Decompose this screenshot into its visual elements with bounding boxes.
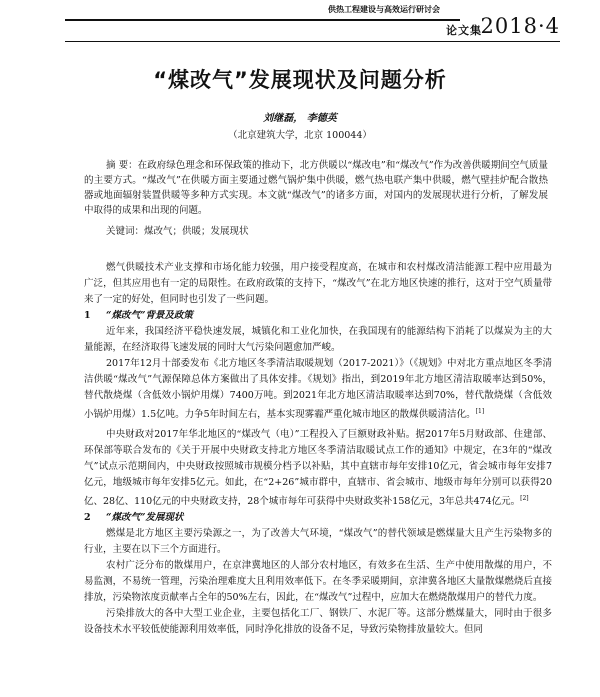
paper-title: “煤改气”发展现状及问题分析: [153, 68, 447, 92]
paper-authors: 刘继磊， 李德英: [263, 113, 337, 124]
section-2-heading: [84, 510, 552, 526]
section-2-paragraph-1: 燃煤是北方地区主要污染源之一，为了改善大气环境，“煤改气”的替代领域是燃煤量大且产生污染物多的行业，主要在以下三个方面进行。: [84, 528, 552, 556]
intro-paragraph: 燃气供暖技术产业支撑和市场化能力较强，用户接受程度高，在城市和农村煤改清洁能源工程中应用最为广泛，但其应用也有一定的局限性。在政府政策的支持下，“煤改气”在北方地区快速的推行，这对于空气质量带来了一定的好处，但同时也引发了一些问题。: [84, 262, 552, 305]
header-rule-bottom: [65, 41, 560, 42]
header-rule-top: [65, 19, 460, 21]
section-label: 论文集: [446, 24, 482, 37]
paper-body: [84, 260, 552, 638]
section-2-paragraph-3: 污染排放大的各中大型工业企业，主要包括化工厂、钢铁厂、水泥厂等。这部分燃煤量大，同时由于很多设备技术水平较低使能源利用效率低，同时净化排放的设备不足，导致污染物排放量较大。但同: [84, 608, 552, 636]
citation-2: [2]: [520, 495, 529, 503]
section-1-paragraph-2-text: 2017年12月十部委发布《北方地区冬季清洁取暖规划（2017-2021）》（《规划》中对北方重点地区冬季清洁供暖“煤改气”气源保障总体方案做出了具体安排。《规划》指出，到2019年北方地区清洁取暖率达到50%，替代散烧煤（含低效小锅炉用煤）7400万吨。到2021年北方地区清洁取暖率达到70%，替代散烧煤（含低效小锅炉用煤）1.5亿吨。力争5年时间左右，基本实现雾霾严重化城市地区的散煤供暖清洁化。: [84, 358, 552, 421]
section-1-paragraph-2: [84, 356, 552, 423]
section-1-paragraph-3-text: 中央财政对2017年华北地区的“煤改气（电）”工程投入了巨额财政补贴。据2017年5月财政部、住建部、环保部等联合发布的《关于开展中央财政支持北方地区冬季清洁取暖试点工作的通知》中规定，在3年的“煤改气”试点示范期间内，中央财政按照城市规模分档予以补贴，其中直辖市每年安排10亿元，省会城市每年安排7亿元，地级城市每年安排5亿元。如此，在“2+26”城市群中，直辖市、省会城市、地级市每年分别可以获得20亿、28亿、110亿元的中央财政支持，28个城市每年可获得中央财政奖补158亿元，3年总共474亿元。: [84, 429, 552, 508]
section-2-paragraph-2: 农村广泛分布的散煤用户，在京津冀地区的人部分农村地区，有效多在生活、生产中使用散煤的用户，不易监测，不易统一管理，污染治理难度大且利用效率低下。在冬季采暖期间，京津冀各地区大量散煤燃烧后直接排放，污染物浓度贡献率占全年的50%左右，因此，在“煤改气”过程中，应加大在燃烧散煤用户的替代力度。: [84, 560, 552, 604]
citation-1: [1]: [475, 408, 485, 415]
section-2-number: 2: [84, 512, 91, 524]
section-1-paragraph-3: [84, 427, 552, 510]
section-1-title: “煤改气”背景及政策: [106, 310, 193, 321]
section-2-title: “煤改气”发展现状: [106, 512, 184, 524]
issue-year: 2018·4: [480, 14, 560, 38]
paper-affiliation: （北京建筑大学，北京 100044）: [228, 130, 372, 141]
section-1-paragraph-1: 近年来，我国经济平稳快速发展，城镇化和工业化加快，在我国现有的能源结构下消耗了以煤炭为主的大量能源，在经济取得飞速发展的同时大气污染问题愈加严峻。: [84, 326, 552, 353]
keywords: 关键词：煤改气；供暖；发展现状: [106, 226, 249, 237]
section-1-heading: [84, 308, 552, 324]
abstract-text: 在政府绿色理念和环保政策的推动下，北方供暖以“煤改电”和“煤改气”作为改善供暖期间空气质量的主要方式。“煤改气”在供暖方面主要通过燃气锅炉集中供暖，燃气热电联产集中供暖，燃气壁挂炉配合散热器或地面辐射装置供暖等多种方式实现。本文就“煤改气”的诸多方面，对国内的发展现状进行分析，了解发展中取得的成果和出现的问题。: [84, 160, 548, 216]
journal-name: 供热工程建设与高效运行研讨会: [328, 4, 440, 14]
section-1-number: 1: [84, 310, 91, 321]
abstract: [84, 158, 548, 218]
abstract-label: 摘 要：: [106, 160, 138, 171]
